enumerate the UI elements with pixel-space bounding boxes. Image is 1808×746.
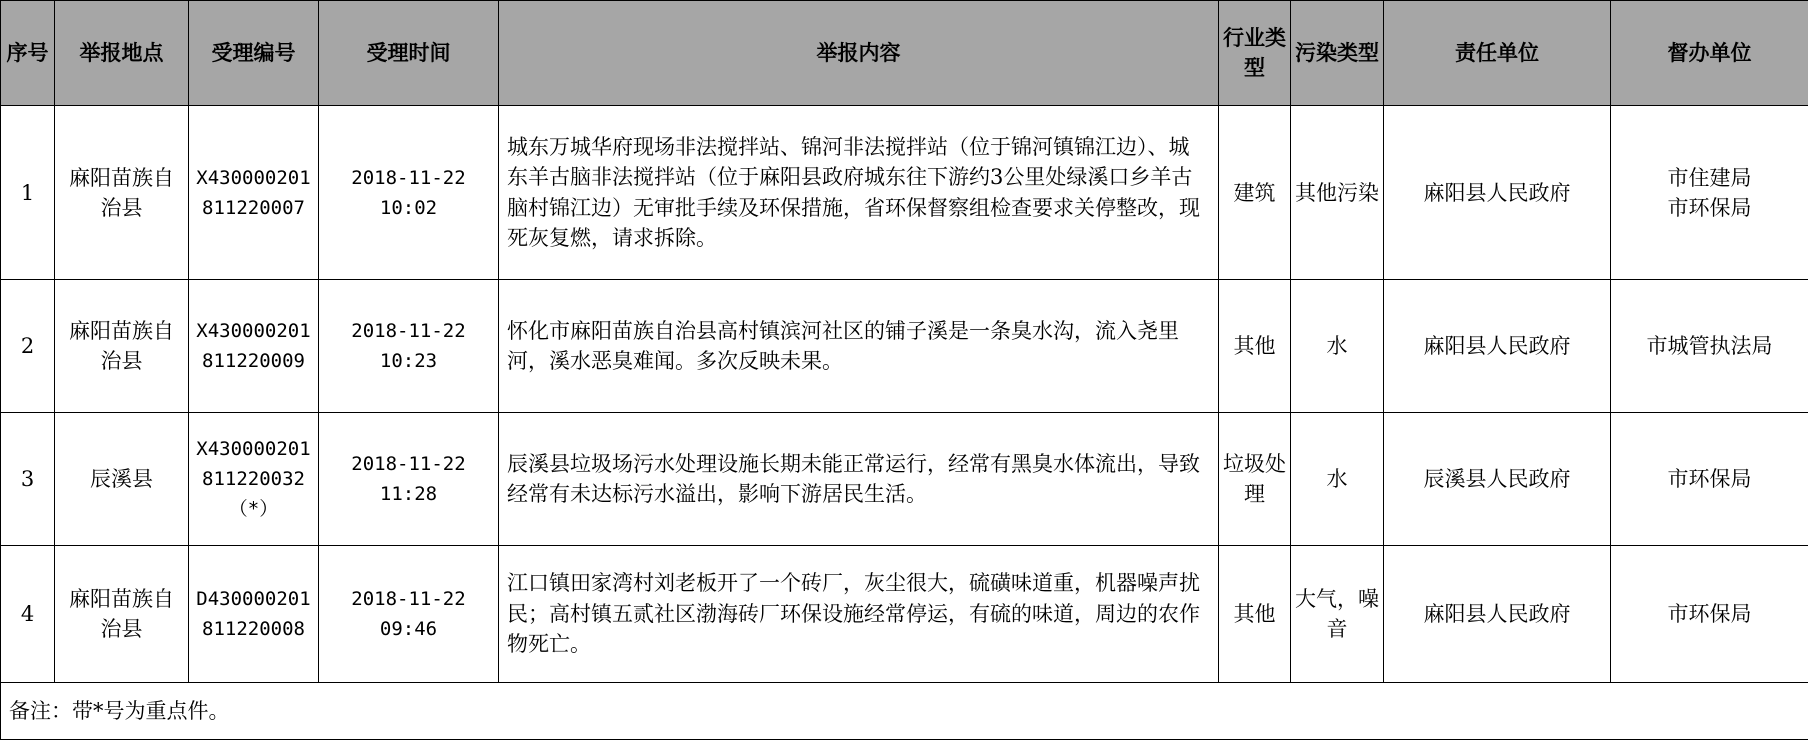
cell-responsible: 辰溪县人民政府: [1384, 413, 1611, 546]
cell-time-date: 2018-11-22: [351, 320, 466, 342]
cell-time-date: 2018-11-22: [351, 453, 466, 475]
cell-content: 辰溪县垃圾场污水处理设施长期未能正常运行，经常有黑臭水体流出，导致经常有未达标污水溢出，影响下游居民生活。: [499, 413, 1219, 546]
cell-time: [319, 546, 499, 683]
cell-supervisor-line: 市环保局: [1667, 195, 1752, 220]
header-row: [1, 1, 1808, 106]
cell-content: 江口镇田家湾村刘老板开了一个砖厂，灰尘很大，硫磺味道重，机器噪声扰民；高村镇五贰社区渤海砖厂环保设施经常停运，有硫的味道，周边的农作物死亡。: [499, 546, 1219, 683]
cell-supervisor: [1611, 546, 1808, 683]
cell-industry: 建筑: [1219, 106, 1291, 280]
cell-industry: 其他: [1219, 280, 1291, 413]
cell-time-date: 2018-11-22: [351, 588, 466, 610]
cell-seq: 1: [1, 106, 55, 280]
header-supervisor: 督办单位: [1611, 1, 1808, 106]
cell-content: 城东万城华府现场非法搅拌站、锦河非法搅拌站（位于锦河镇锦江边）、城东羊古脑非法搅拌站（位于麻阳县政府城东往下游约3公里处绿溪口乡羊古脑村锦江边）无审批手续及环保措施，省环保督察组检查要求关停整改，现死灰复燃，请求拆除。: [499, 106, 1219, 280]
cell-supervisor: [1611, 413, 1808, 546]
cell-supervisor: [1611, 280, 1808, 413]
cell-supervisor-line: 市住建局: [1667, 165, 1752, 190]
cell-location: 麻阳苗族自治县: [55, 546, 189, 683]
header-case-no: 受理编号: [189, 1, 319, 106]
cell-time-clock: 11:28: [379, 483, 438, 505]
cell-seq: 3: [1, 413, 55, 546]
cell-seq: 4: [1, 546, 55, 683]
cell-responsible: 麻阳县人民政府: [1384, 546, 1611, 683]
cell-time-clock: 10:23: [379, 350, 438, 372]
header-content: 举报内容: [499, 1, 1219, 106]
cell-case-no: D430000201811220008: [189, 546, 319, 683]
cell-pollution: 水: [1291, 413, 1384, 546]
cell-time-clock: 09:46: [379, 618, 438, 640]
header-responsible: 责任单位: [1384, 1, 1611, 106]
header-location: 举报地点: [55, 1, 189, 106]
table-row: [1, 546, 1808, 683]
footnote-row: [1, 683, 1808, 740]
cell-case-no: X430000201811220009: [189, 280, 319, 413]
cell-supervisor-line: 市环保局: [1667, 467, 1752, 491]
header-industry: 行业类型: [1219, 1, 1291, 106]
table-row: [1, 106, 1808, 280]
cell-responsible: 麻阳县人民政府: [1384, 106, 1611, 280]
cell-case-no: X430000201811220007: [189, 106, 319, 280]
cell-seq: 2: [1, 280, 55, 413]
cell-case-no: X430000201811220032（*）: [189, 413, 319, 546]
cell-industry: 垃圾处理: [1219, 413, 1291, 546]
cell-time: [319, 413, 499, 546]
cell-time-clock: 10:02: [379, 196, 438, 219]
header-seq: 序号: [1, 1, 55, 106]
cell-location: 辰溪县: [55, 413, 189, 546]
cell-pollution: 水: [1291, 280, 1384, 413]
cell-supervisor-line: 市环保局: [1667, 602, 1752, 626]
cell-responsible: 麻阳县人民政府: [1384, 280, 1611, 413]
cell-time: [319, 106, 499, 280]
footnote: 备注：带*号为重点件。: [1, 683, 1808, 740]
cell-location: 麻阳苗族自治县: [55, 280, 189, 413]
header-pollution: 污染类型: [1291, 1, 1384, 106]
cell-pollution: 其他污染: [1291, 106, 1384, 280]
cell-time-date: 2018-11-22: [351, 166, 466, 189]
cell-supervisor: [1611, 106, 1808, 280]
header-time: 受理时间: [319, 1, 499, 106]
cell-location: 麻阳苗族自治县: [55, 106, 189, 280]
cell-content: 怀化市麻阳苗族自治县高村镇滨河社区的铺子溪是一条臭水沟，流入尧里河，溪水恶臭难闻。多次反映未果。: [499, 280, 1219, 413]
table-row: [1, 413, 1808, 546]
cell-time: [319, 280, 499, 413]
cell-supervisor-line: 市城管执法局: [1646, 334, 1773, 358]
cell-pollution: 大气，噪音: [1291, 546, 1384, 683]
cell-industry: 其他: [1219, 546, 1291, 683]
table-row: [1, 280, 1808, 413]
